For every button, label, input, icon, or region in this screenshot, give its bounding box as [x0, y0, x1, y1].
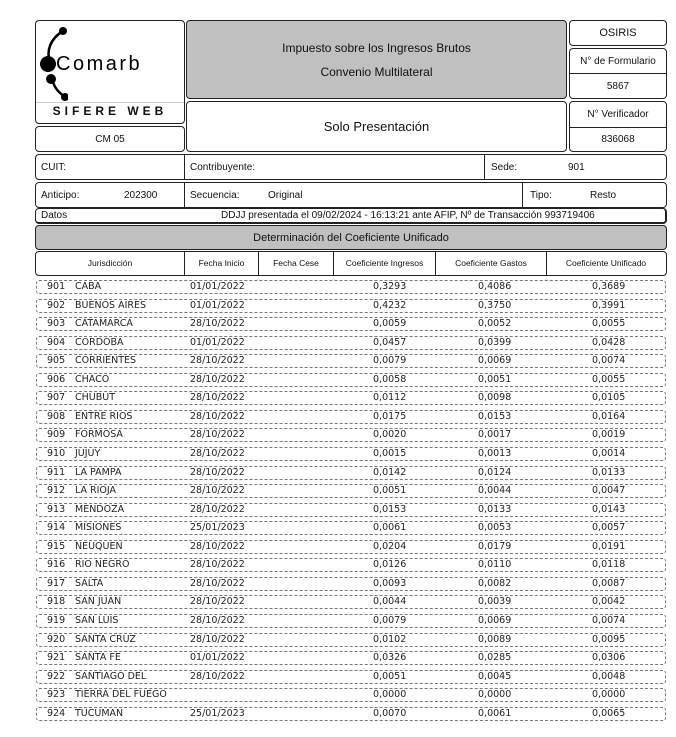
jurisdiction-code: 914 [47, 522, 66, 534]
table-row [36, 651, 666, 665]
table-row [36, 688, 666, 702]
coef-unificado: 0,0055 [592, 373, 626, 385]
coef-ingresos: 0,0079 [373, 355, 407, 367]
jurisdiction-code: 908 [47, 410, 66, 422]
tipo-label: Tipo: [530, 190, 552, 201]
coef-gastos: 0,0000 [478, 689, 512, 701]
jurisdiction-code: 913 [47, 503, 66, 515]
jurisdiction-code: 916 [47, 559, 66, 571]
table-row [36, 670, 666, 684]
section-title-box [35, 225, 667, 250]
coef-unificado: 0,0074 [592, 355, 626, 367]
coef-ingresos: 0,0015 [373, 448, 407, 459]
form-number: 5867 [606, 80, 630, 92]
cuit-row [35, 154, 667, 180]
jurisdiction-code: 918 [47, 596, 66, 608]
table-row [36, 280, 666, 294]
coef-unificado: 0,0074 [592, 614, 626, 626]
coef-gastos: 0,0061 [478, 707, 512, 719]
fecha-inicio: 28/10/2022 [190, 577, 245, 589]
coef-gastos: 0,0110 [478, 559, 512, 571]
jurisdiction-name: SANTA CRUZ [75, 633, 136, 645]
coef-gastos: 0,0045 [478, 670, 512, 682]
coef-gastos: 0,0399 [478, 336, 512, 348]
sede-label: Sede: [491, 162, 518, 173]
table-row [36, 447, 666, 461]
form-code-text: CM 05 [95, 133, 125, 145]
jurisdiction-name: BUENOS AIRES [75, 299, 147, 311]
jurisdiction-name: SAN LUIS [75, 614, 119, 626]
coef-ingresos: 0,0153 [373, 503, 407, 515]
table-row [36, 503, 666, 517]
coef-unificado: 0,0428 [592, 336, 626, 348]
jurisdiction-code: 903 [47, 318, 66, 330]
presentation-type-box [186, 101, 567, 152]
jurisdiction-name: CORDOBA [75, 336, 124, 348]
column-header-coef-gastos: Coeficiente Gastos [455, 258, 527, 268]
table-row [36, 391, 666, 405]
coef-ingresos: 0,0051 [373, 485, 407, 497]
jurisdiction-code: 905 [47, 355, 66, 367]
anticipo-value: 202300 [124, 190, 158, 201]
secuencia-label: Secuencia: [190, 190, 240, 201]
coef-unificado: 0,0118 [592, 559, 626, 571]
coef-ingresos: 0,0204 [373, 540, 407, 552]
fecha-inicio: 28/10/2022 [190, 429, 245, 441]
coef-ingresos: 0,0079 [373, 614, 407, 626]
tipo-value: Resto [590, 190, 617, 201]
fecha-inicio: 25/01/2023 [190, 522, 245, 534]
jurisdiction-code: 920 [47, 633, 66, 645]
jurisdiction-code: 923 [47, 689, 66, 701]
coef-ingresos: 0,0070 [373, 707, 407, 719]
column-header-jurisdiccion: Jurisdicción [87, 258, 133, 268]
table-row [36, 614, 666, 628]
coef-unificado: 0,0191 [592, 540, 626, 552]
jurisdiction-code: 911 [47, 466, 66, 478]
table-row [36, 558, 666, 572]
fecha-inicio: 28/10/2022 [190, 540, 245, 552]
fecha-inicio: 28/10/2022 [190, 503, 245, 515]
fecha-inicio: 01/01/2022 [190, 336, 245, 348]
coef-unificado: 0,0087 [592, 577, 626, 589]
jurisdiction-code: 907 [47, 392, 66, 404]
coef-ingresos: 0,0126 [373, 559, 407, 571]
coef-unificado: 0,0105 [592, 392, 626, 404]
system-name: OSIRIS [599, 27, 637, 39]
verifier-label: N° Verificador [587, 109, 649, 120]
coef-unificado: 0,3689 [592, 281, 626, 292]
fecha-inicio: 01/01/2022 [190, 299, 245, 311]
form-number-label: N° de Formulario [580, 55, 656, 67]
coef-gastos: 0,0052 [478, 318, 512, 330]
jurisdiction-name: CHACO [75, 373, 110, 385]
coef-gastos: 0,0013 [478, 448, 512, 459]
coef-ingresos: 0,4232 [373, 299, 407, 311]
table-row [36, 540, 666, 554]
coef-unificado: 0,3991 [592, 299, 626, 311]
fecha-inicio: 28/10/2022 [190, 614, 245, 626]
fecha-inicio: 28/10/2022 [190, 355, 245, 367]
jurisdiction-name: TUCUMAN [75, 707, 124, 719]
coef-ingresos: 0,0020 [373, 429, 407, 441]
coef-unificado: 0,0048 [592, 670, 626, 682]
jurisdiction-name: SALTA [75, 577, 104, 589]
jurisdiction-name: SAN JUAN [75, 596, 122, 608]
verifier-number: 836068 [601, 134, 635, 145]
system-box [569, 20, 667, 46]
coef-unificado: 0,0047 [592, 485, 626, 497]
sede-value: 901 [568, 162, 585, 173]
logo-box [35, 20, 185, 124]
coef-gastos: 0,0053 [478, 522, 512, 534]
fecha-inicio: 28/10/2022 [190, 633, 245, 645]
fecha-inicio: 28/10/2022 [190, 466, 245, 478]
table-row [36, 317, 666, 331]
title-line1: Impuesto sobre los Ingresos Brutos [282, 41, 471, 55]
coef-unificado: 0,0306 [592, 652, 626, 663]
datos-label: Datos [41, 210, 68, 221]
column-header-row [35, 251, 667, 276]
coef-unificado: 0,0055 [592, 318, 626, 330]
coef-gastos: 0,0153 [478, 410, 512, 422]
coef-gastos: 0,0124 [478, 466, 512, 478]
coef-ingresos: 0,0457 [373, 336, 407, 348]
contribuyente-label: Contribuyente: [190, 162, 256, 173]
coef-gastos: 0,0017 [478, 429, 512, 441]
title-box [186, 20, 567, 99]
verifier-box [569, 101, 667, 152]
jurisdiction-code: 917 [47, 577, 66, 589]
table-row [36, 595, 666, 609]
form-number-box [569, 48, 667, 99]
coef-unificado: 0,0065 [592, 707, 626, 719]
logo-divider [36, 102, 184, 103]
jurisdiction-name: MENDOZA [75, 503, 125, 515]
fecha-inicio: 28/10/2022 [190, 410, 245, 422]
cuit-label: CUIT: [41, 162, 66, 173]
column-header-coef-ingresos: Coeficiente Ingresos [345, 258, 424, 268]
jurisdiction-code: 909 [47, 429, 66, 441]
coef-ingresos: 0,3293 [373, 281, 407, 292]
jurisdiction-name: MISIONES [75, 522, 122, 534]
coef-gastos: 0,0069 [478, 614, 512, 626]
jurisdiction-name: CHUBUT [75, 392, 116, 404]
coef-unificado: 0,0042 [592, 596, 626, 608]
anticipo-row [35, 182, 667, 208]
jurisdiction-name: SANTA FE [75, 652, 121, 663]
coef-gastos: 0,0098 [478, 392, 512, 404]
jurisdiction-code: 906 [47, 373, 66, 385]
table-row [36, 299, 666, 313]
coef-gastos: 0,0089 [478, 633, 512, 645]
column-header-fecha-inicio: Fecha Inicio [198, 258, 245, 268]
jurisdiction-code: 910 [47, 448, 66, 459]
fecha-inicio: 28/10/2022 [190, 318, 245, 330]
fecha-inicio: 01/01/2022 [190, 652, 245, 663]
jurisdiction-name: CABA [75, 281, 102, 292]
coef-unificado: 0,0164 [592, 410, 626, 422]
form-code [35, 126, 185, 152]
jurisdiction-code: 919 [47, 614, 66, 626]
jurisdiction-name: TIERRA DEL FUEGO [75, 689, 167, 701]
table-row [36, 373, 666, 387]
table-row [36, 577, 666, 591]
fecha-inicio: 25/01/2023 [190, 707, 245, 719]
jurisdiction-name: FORMOSA [75, 429, 123, 441]
jurisdiction-code: 915 [47, 540, 66, 552]
fecha-inicio: 28/10/2022 [190, 392, 245, 404]
jurisdiction-name: RIO NEGRO [75, 559, 130, 571]
coef-unificado: 0,0057 [592, 522, 626, 534]
coef-ingresos: 0,0112 [373, 392, 407, 404]
coef-unificado: 0,0133 [592, 466, 626, 478]
logo-subtitle: SIFERE WEB [52, 104, 168, 118]
coef-unificado: 0,0143 [592, 503, 626, 515]
jurisdiction-code: 924 [47, 707, 66, 719]
jurisdiction-name: SANTIAGO DEL [75, 670, 147, 682]
coef-ingresos: 0,0102 [373, 633, 407, 645]
fecha-inicio: 28/10/2022 [190, 373, 245, 385]
jurisdiction-code: 921 [47, 652, 66, 663]
coef-gastos: 0,0039 [478, 596, 512, 608]
jurisdiction-code: 902 [47, 299, 66, 311]
jurisdiction-code: 904 [47, 336, 66, 348]
jurisdiction-name: LA RIOJA [75, 485, 117, 497]
coef-gastos: 0,4086 [478, 281, 512, 292]
datos-text: DDJJ presentada el 09/02/2024 - 16:13:21 ante AFIP, Nº de Transacción 993719406 [221, 210, 595, 221]
coef-ingresos: 0,0044 [373, 596, 407, 608]
coef-gastos: 0,0051 [478, 373, 512, 385]
coef-gastos: 0,0285 [478, 652, 512, 663]
coef-gastos: 0,0133 [478, 503, 512, 515]
coef-gastos: 0,3750 [478, 299, 512, 311]
table-row [36, 354, 666, 368]
fecha-inicio: 28/10/2022 [190, 485, 245, 497]
table-row [36, 484, 666, 498]
table-row [36, 466, 666, 480]
jurisdiction-name: LA PAMPA [75, 466, 122, 478]
secuencia-value: Original [268, 190, 303, 201]
fecha-inicio: 01/01/2022 [190, 281, 245, 292]
table-row [36, 410, 666, 424]
table-row [36, 428, 666, 442]
table-row [36, 633, 666, 647]
jurisdiction-name: CATAMARCA [75, 318, 133, 330]
table-row [36, 707, 666, 721]
coef-gastos: 0,0069 [478, 355, 512, 367]
fecha-inicio: 28/10/2022 [190, 670, 245, 682]
datos-row [35, 208, 667, 224]
column-header-fecha-cese: Fecha Cese [273, 258, 319, 268]
jurisdiction-name: NEUQUEN [75, 540, 123, 552]
coef-ingresos: 0,0326 [373, 652, 407, 663]
logo-text: Comarb [56, 53, 143, 75]
jurisdiction-name: ENTRE RIOS [75, 410, 133, 422]
coef-gastos: 0,0082 [478, 577, 512, 589]
jurisdiction-code: 922 [47, 670, 66, 682]
fecha-inicio: 28/10/2022 [190, 559, 245, 571]
coef-unificado: 0,0019 [592, 429, 626, 441]
jurisdiction-name: CORRIENTES [75, 355, 137, 367]
fecha-inicio: 28/10/2022 [190, 448, 245, 459]
coef-unificado: 0,0095 [592, 633, 626, 645]
column-header-coef-unificado: Coeficiente Unificado [565, 258, 647, 268]
anticipo-label: Anticipo: [41, 190, 80, 201]
fecha-inicio: 28/10/2022 [190, 596, 245, 608]
table-row [36, 521, 666, 535]
presentation-type: Solo Presentación [323, 119, 430, 134]
table-row [36, 336, 666, 350]
coef-ingresos: 0,0175 [373, 410, 407, 422]
coef-ingresos: 0,0093 [373, 577, 407, 589]
jurisdiction-code: 912 [47, 485, 66, 497]
coef-unificado: 0,0014 [592, 448, 626, 459]
coef-ingresos: 0,0059 [373, 318, 407, 330]
coef-ingresos: 0,0058 [373, 373, 407, 385]
coef-ingresos: 0,0061 [373, 522, 407, 534]
title-line2: Convenio Multilateral [320, 65, 433, 79]
jurisdiction-code: 901 [47, 281, 66, 292]
coef-ingresos: 0,0000 [373, 689, 407, 701]
coef-unificado: 0,0000 [592, 689, 626, 701]
coef-gastos: 0,0179 [478, 540, 512, 552]
jurisdiction-name: JUJUY [75, 448, 101, 459]
section-title: Determinación del Coeficiente Unificado [253, 231, 449, 244]
coef-ingresos: 0,0142 [373, 466, 407, 478]
coef-gastos: 0,0044 [478, 485, 512, 497]
coef-ingresos: 0,0051 [373, 670, 407, 682]
